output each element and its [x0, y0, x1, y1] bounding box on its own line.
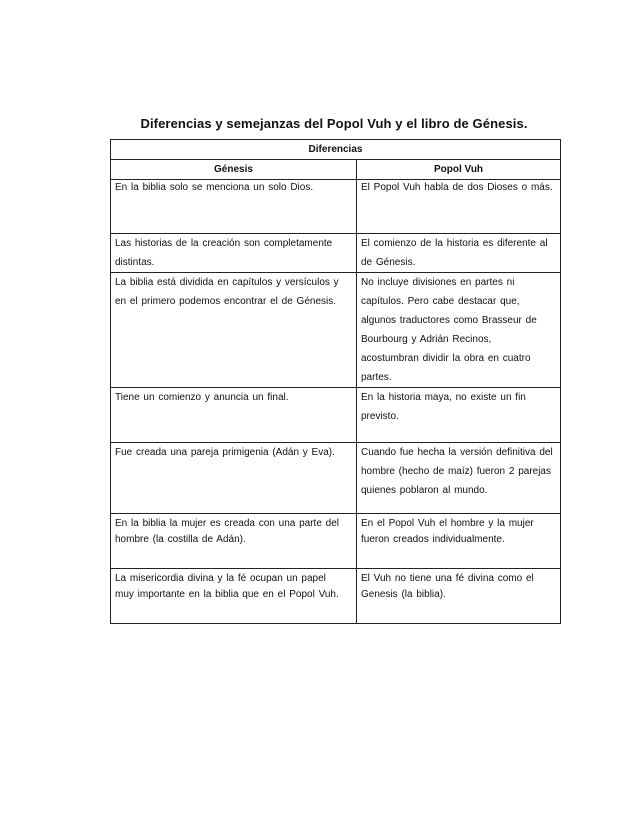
cell-line: quienes poblaron al mundo. [361, 485, 488, 496]
cell-line: La biblia está dividida en capítulos y versículos y [115, 277, 339, 288]
cell-line: distintas. [115, 257, 155, 268]
cell-line: Cuando fue hecha la versión definitiva del [361, 447, 553, 458]
column-header-genesis: Génesis [111, 160, 357, 180]
cell-line: El Vuh no tiene una fé divina como el [361, 573, 534, 584]
cell-line: capítulos. Pero cabe destacar que, [361, 296, 520, 307]
popol-vuh-cell [357, 443, 561, 514]
cell-line: acostumbran dividir la obra en cuatro [361, 353, 531, 364]
table-main-header: Diferencias [111, 140, 561, 160]
cell-line: El comienzo de la historia es diferente al [361, 238, 548, 249]
popol-vuh-cell [357, 388, 561, 443]
table-row [111, 569, 561, 624]
popol-vuh-cell [357, 273, 561, 388]
popol-vuh-cell [357, 514, 561, 569]
table-row [111, 388, 561, 443]
popol-vuh-cell [357, 234, 561, 273]
genesis-cell [111, 388, 357, 443]
cell-line: de Génesis. [361, 257, 416, 268]
cell-line: hombre (la costilla de Adán). [115, 534, 246, 545]
table-row [111, 180, 561, 234]
cell-line: En la historia maya, no existe un fin [361, 392, 526, 403]
cell-line: en el primero podemos encontrar el de Génesis. [115, 296, 337, 307]
cell-line: Bourbourg y Adrián Recinos, [361, 334, 492, 345]
cell-line: No incluye divisiones en partes ni [361, 277, 515, 288]
cell-line: partes. [361, 372, 392, 383]
genesis-cell [111, 514, 357, 569]
cell-line: Las historias de la creación son completamente [115, 238, 333, 249]
differences-table [110, 139, 561, 624]
cell-line: En la biblia solo se menciona un solo Dios. [115, 182, 314, 193]
cell-line: muy importante en la biblia que en el Popol Vuh. [115, 589, 339, 600]
popol-vuh-cell [357, 180, 561, 234]
cell-line: Fue creada una pareja primigenia (Adán y Eva). [115, 447, 335, 458]
genesis-cell [111, 234, 357, 273]
table-row [111, 234, 561, 273]
cell-line: fueron creados individualmente. [361, 534, 505, 545]
cell-line: En el Popol Vuh el hombre y la mujer [361, 518, 534, 529]
cell-line: El Popol Vuh habla de dos Dioses o más. [361, 182, 553, 193]
genesis-cell [111, 443, 357, 514]
genesis-cell [111, 569, 357, 624]
cell-line: En la biblia la mujer es creada con una parte del [115, 518, 340, 529]
cell-line: previsto. [361, 411, 399, 422]
cell-line: La misericordia divina y la fé ocupan un papel [115, 573, 326, 584]
document-title: Diferencias y semejanzas del Popol Vuh y el libro de Génesis. [140, 116, 528, 131]
cell-line: algunos traductores como Brasseur de [361, 315, 537, 326]
cell-line: Tiene un comienzo y anuncia un final. [115, 392, 289, 403]
popol-vuh-cell [357, 569, 561, 624]
genesis-cell [111, 180, 357, 234]
table-row [111, 443, 561, 514]
table-row [111, 514, 561, 569]
genesis-cell [111, 273, 357, 388]
cell-line: Genesis (la biblia). [361, 589, 446, 600]
column-header-popol-vuh: Popol Vuh [357, 160, 561, 180]
cell-line: hombre (hecho de maíz) fueron 2 parejas [361, 466, 551, 477]
table-row [111, 273, 561, 388]
